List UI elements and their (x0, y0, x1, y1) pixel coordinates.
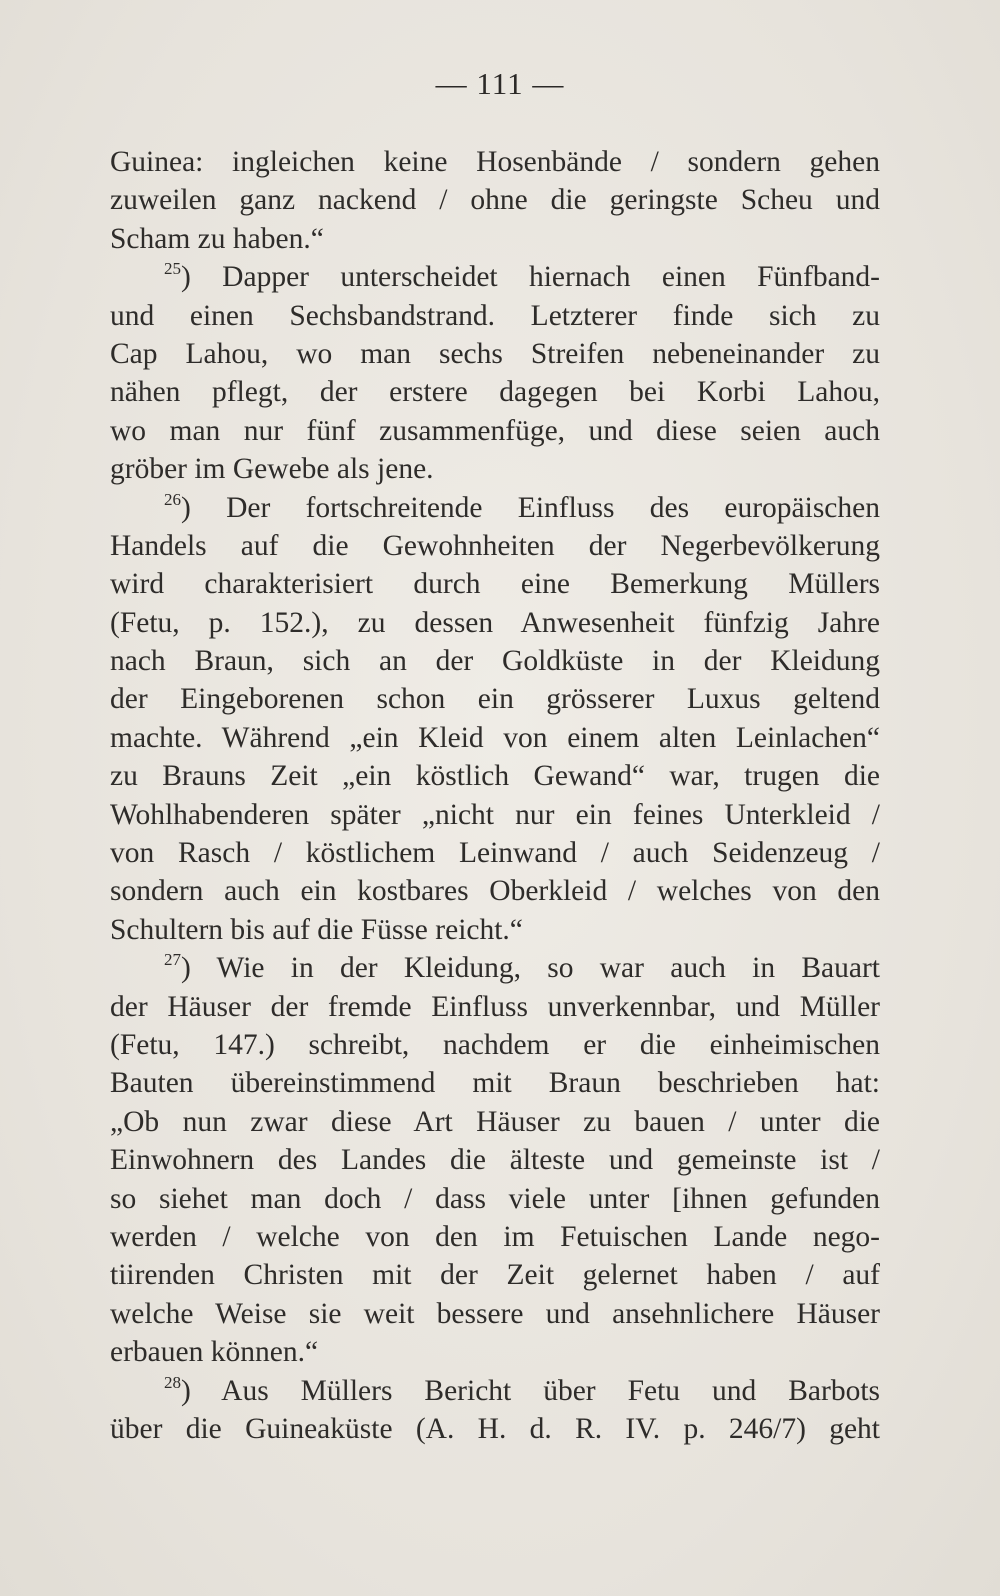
text-line (110, 1180, 880, 1218)
line-text: erbauen können.“ (110, 1336, 319, 1369)
text-line (110, 1410, 880, 1448)
text-line (110, 1141, 880, 1179)
text-line (110, 335, 880, 373)
text-line (110, 988, 880, 1026)
text-line (110, 796, 880, 834)
line-text: wo man nur fünf zusammenfüge, und diese seien auch (110, 414, 880, 447)
text-line (110, 565, 880, 603)
page-number: — 111 — (435, 66, 565, 101)
footnote-start-line (110, 489, 880, 527)
text-line (110, 1256, 880, 1294)
line-text: Einwohnern des Landes die älteste und gemeinste ist / (110, 1144, 880, 1177)
line-text: gröber im Gewebe als jene. (110, 453, 434, 486)
line-text: Schultern bis auf die Füsse reicht.“ (110, 913, 523, 946)
footnote-start-line (110, 258, 880, 296)
line-text: Bauten übereinstimmend mit Braun beschrieben hat: (110, 1067, 880, 1100)
text-line (110, 642, 880, 680)
line-text: nähen pflegt, der erstere dagegen bei Korbi Lahou, (110, 376, 880, 409)
footnote-marker: 26 (164, 489, 181, 509)
line-text: sondern auch ein kostbares Oberkleid / welches von den (110, 875, 880, 908)
line-text: und einen Sechsbandstrand. Letzterer finde sich zu (110, 299, 880, 332)
line-text: ) Wie in der Kleidung, so war auch in Bauart (181, 952, 880, 985)
line-text: nach Braun, sich an der Goldküste in der Kleidung (110, 645, 880, 678)
line-text: der Eingeborenen schon ein grösserer Luxus geltend (110, 683, 880, 716)
footnote-start-line (110, 1372, 880, 1410)
text-line (110, 604, 880, 642)
line-text: Handels auf die Gewohnheiten der Negerbevölkerung (110, 529, 880, 562)
line-text: (Fetu, 147.) schreibt, nachdem er die einheimischen (110, 1028, 880, 1061)
text-line (110, 1333, 880, 1371)
line-text: „Ob nun zwar diese Art Häuser zu bauen / unter die (110, 1105, 880, 1138)
text-line (110, 911, 880, 949)
footnote-marker: 25 (164, 259, 181, 279)
line-text: Wohlhabenderen später „nicht nur ein feines Unterkleid / (110, 798, 880, 831)
line-text: Scham zu haben.“ (110, 222, 324, 255)
line-text: Guinea: ingleichen keine Hosenbände / sondern gehen (110, 146, 880, 178)
text-line (110, 527, 880, 565)
text-line (110, 297, 880, 335)
text-line (110, 1064, 880, 1102)
line-text: werden / welche von den im Fetuischen Lande nego- (110, 1220, 880, 1253)
line-text: ) Der fortschreitende Einfluss des europäischen (181, 491, 880, 524)
text-line (110, 450, 880, 488)
line-text: zuweilen ganz nackend / ohne die geringste Scheu und (110, 184, 880, 217)
line-text: machte. Während „ein Kleid von einem alten Leinlachen“ (110, 721, 880, 754)
text-line (110, 872, 880, 910)
line-text: der Häuser der fremde Einfluss unverkennbar, und Müller (110, 990, 880, 1023)
text-line (110, 373, 880, 411)
text-line (110, 412, 880, 450)
text-line (110, 220, 880, 258)
text-line (110, 181, 880, 219)
text-line (110, 834, 880, 872)
line-text: zu Brauns Zeit „ein köstlich Gewand“ war, trugen die (110, 760, 880, 793)
text-line (110, 1295, 880, 1333)
body-text (110, 143, 880, 1448)
footnote-marker: 27 (164, 950, 181, 970)
text-line (110, 1103, 880, 1141)
text-line (110, 680, 880, 718)
line-text: so siehet man doch / dass viele unter [ihnen gefunden (110, 1182, 880, 1215)
text-line (110, 757, 880, 795)
line-text: tiirenden Christen mit der Zeit gelernet haben / auf (110, 1259, 880, 1292)
line-text: von Rasch / köstlichem Leinwand / auch Seidenzeug / (110, 837, 880, 870)
line-text: wird charakterisiert durch eine Bemerkung Müllers (110, 568, 880, 601)
line-text: Cap Lahou, wo man sechs Streifen nebeneinander zu (110, 337, 880, 370)
line-text: welche Weise sie weit bessere und ansehnlichere Häuser (110, 1297, 880, 1330)
line-text: ) Dapper unterscheidet hiernach einen Fünfband- (181, 261, 880, 294)
line-text: über die Guineaküste (A. H. d. R. IV. p. 246/7) geht (110, 1412, 880, 1445)
line-text: ) Aus Müllers Bericht über Fetu und Barbots (181, 1374, 880, 1407)
text-line (110, 719, 880, 757)
footnote-marker: 28 (164, 1372, 181, 1392)
text-line (110, 143, 880, 181)
line-text: (Fetu, p. 152.), zu dessen Anwesenheit fünfzig Jahre (110, 606, 880, 639)
text-line (110, 1218, 880, 1256)
text-line (110, 1026, 880, 1064)
footnote-start-line (110, 949, 880, 987)
